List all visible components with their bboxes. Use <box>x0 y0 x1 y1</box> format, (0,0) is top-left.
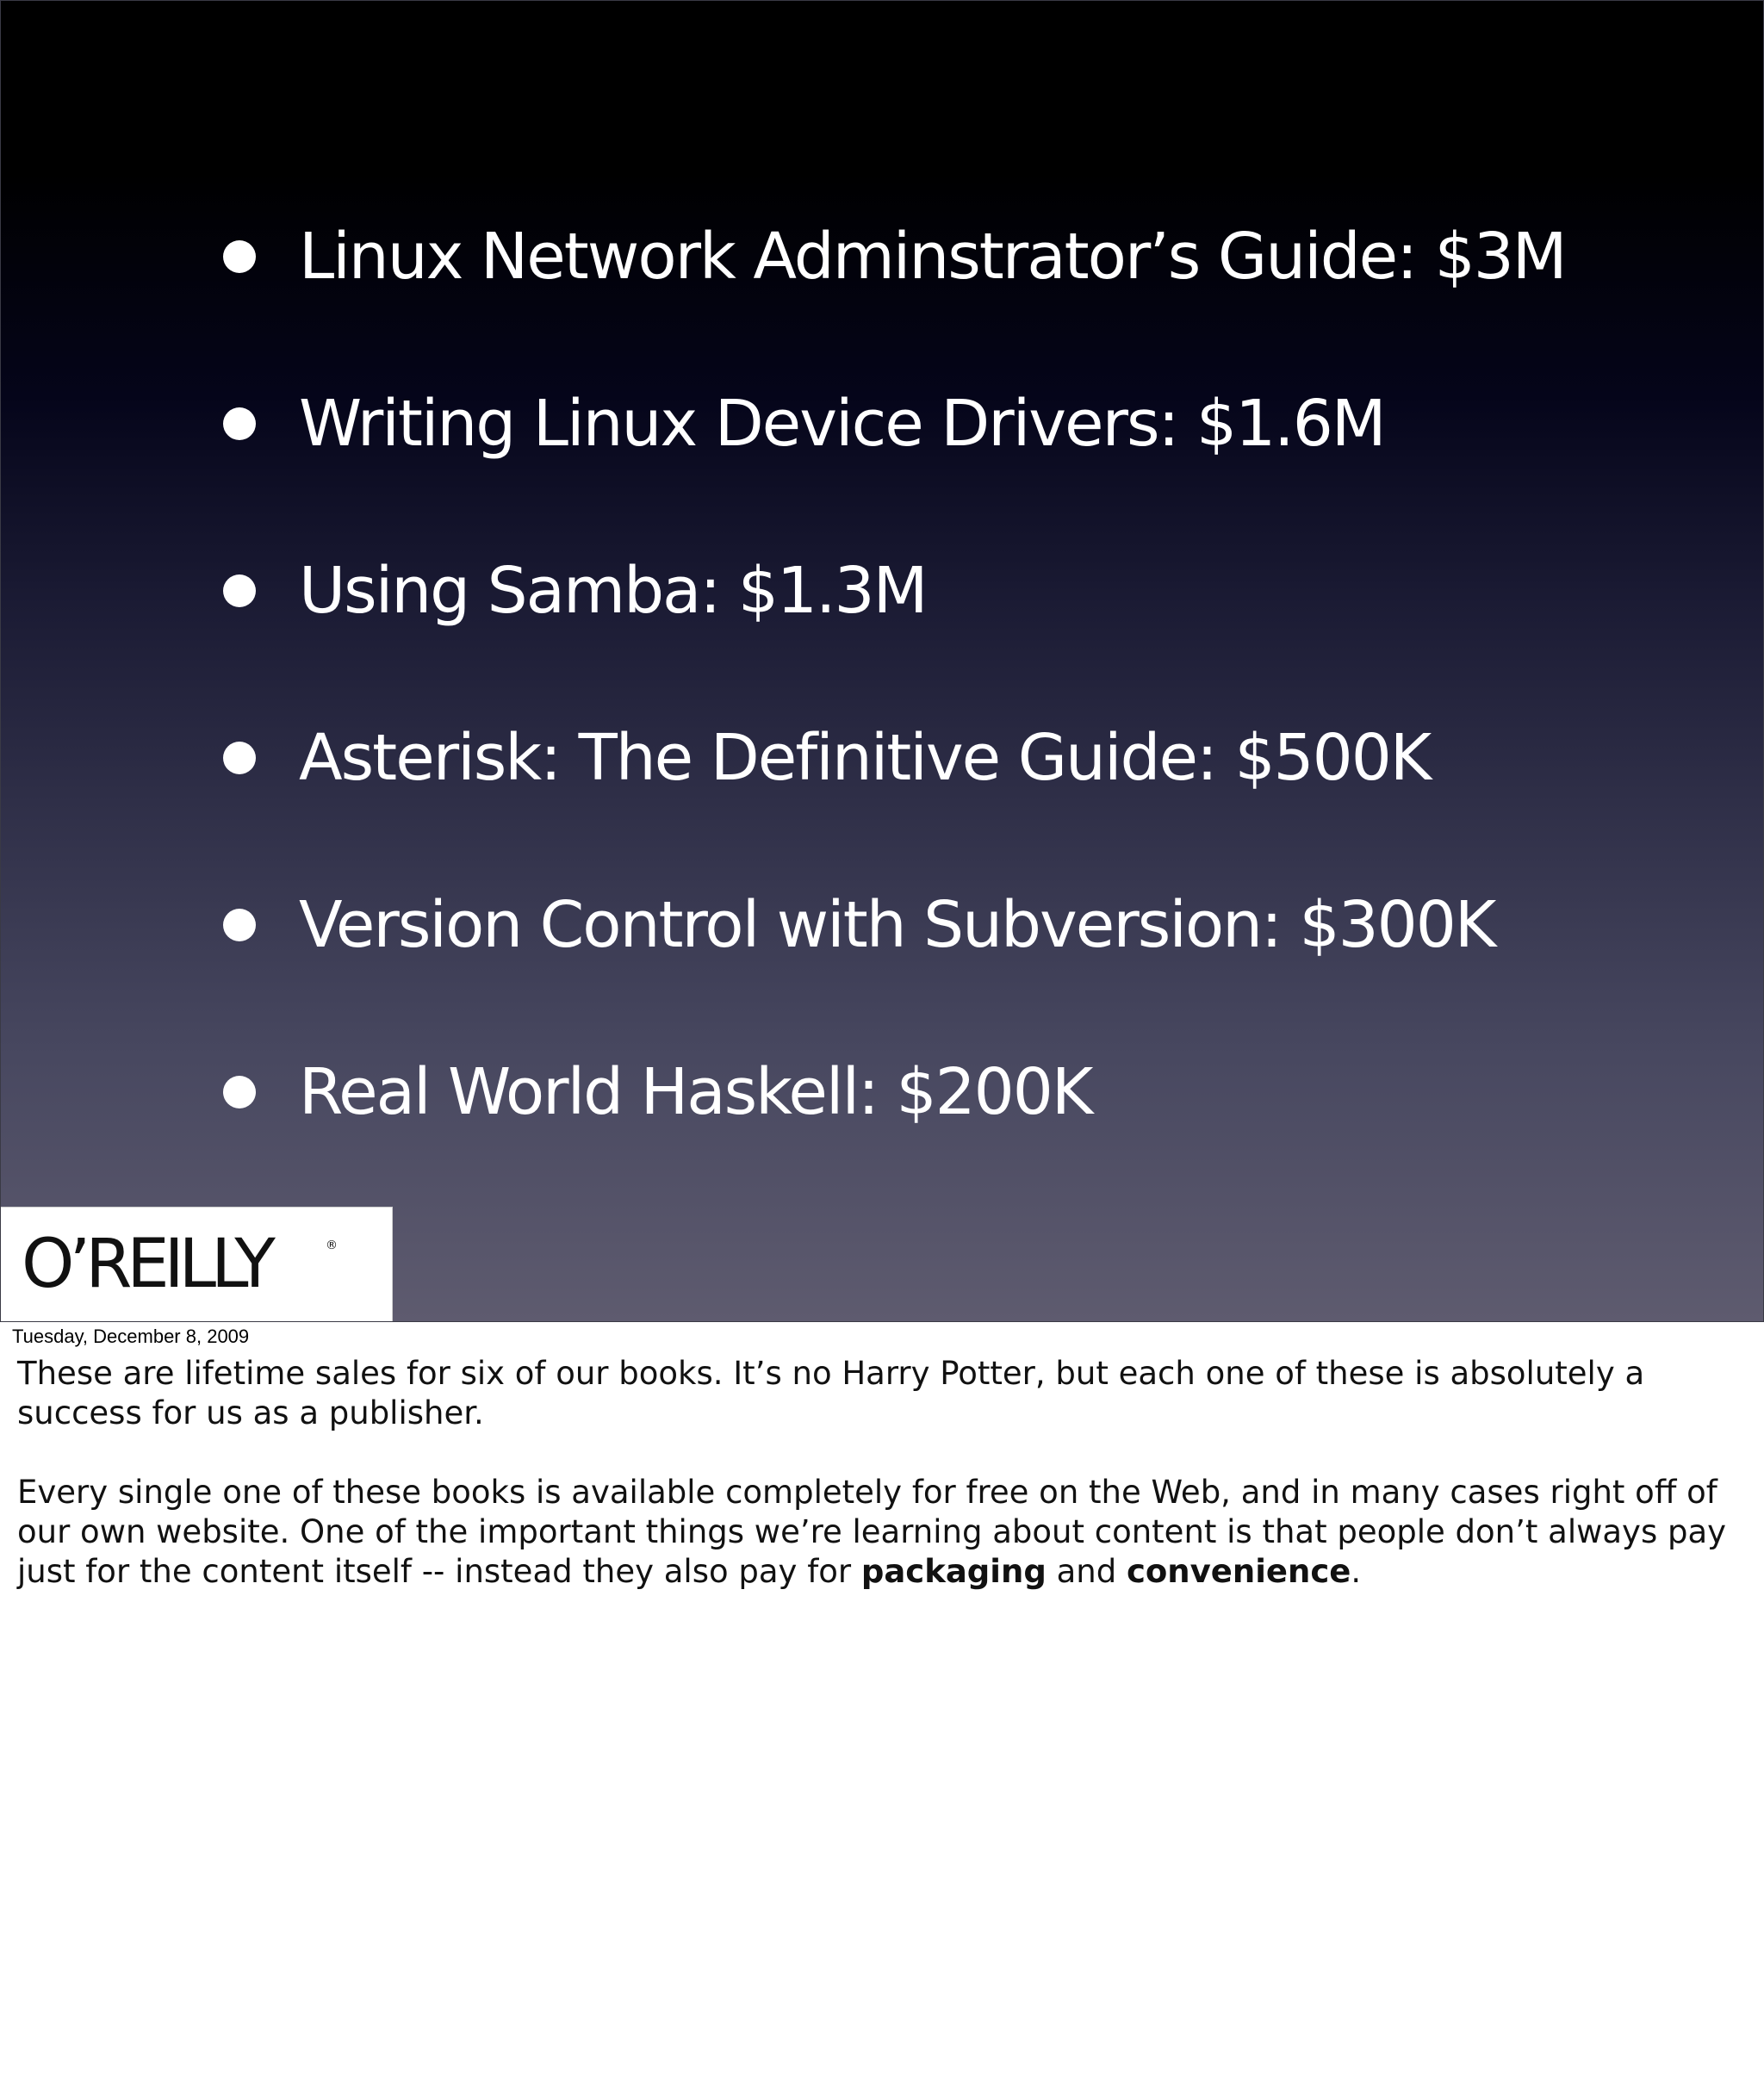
bullet-dot-icon <box>223 574 256 607</box>
notes-joiner: and <box>1046 1553 1127 1590</box>
slide-date: Tuesday, December 8, 2009 <box>12 1326 250 1347</box>
registered-mark: ® <box>326 1239 338 1252</box>
bullet-item <box>223 1052 1566 1219</box>
bullet-dot-icon <box>223 407 256 440</box>
bullet-item <box>223 550 1566 717</box>
bullet-dot-icon <box>223 909 256 941</box>
bullet-item <box>223 383 1566 550</box>
oreilly-logo <box>1 1207 393 1322</box>
bullet-text: Using Samba: $1.3M <box>299 554 927 628</box>
bullet-text: Writing Linux Device Drivers: $1.6M <box>299 387 1385 461</box>
logo-text: O’REILLY <box>22 1226 270 1303</box>
notes-paragraph-2 <box>17 1473 1748 1592</box>
bold-packaging: packaging <box>860 1553 1047 1590</box>
speaker-notes <box>17 1354 1748 1592</box>
bullet-dot-icon <box>223 742 256 774</box>
notes-paragraph-2-text: Every single one of these books is available completely for free on the Web, and in many cases right off of our own website. One of the important things we’re learning about content is that people don’t always pay just for the content itself -- instead they also pay for <box>17 1474 1727 1590</box>
bold-convenience: convenience <box>1126 1553 1351 1590</box>
bullet-dot-icon <box>223 240 256 273</box>
bullet-item <box>223 885 1566 1052</box>
bullet-text: Version Control with Subversion: $300K <box>299 888 1495 962</box>
bullet-text: Asterisk: The Definitive Guide: $500K <box>299 721 1431 795</box>
bullet-dot-icon <box>223 1076 256 1108</box>
bullet-text: Linux Network Adminstrator’s Guide: $3M <box>299 220 1566 294</box>
notes-period: . <box>1351 1553 1362 1590</box>
bullet-list <box>223 216 1566 1219</box>
notes-paragraph-1: These are lifetime sales for six of our books. It’s no Harry Potter, but each one of these is absolutely a success for us as a publisher. <box>17 1355 1645 1431</box>
bullet-text: Real World Haskell: $200K <box>299 1055 1092 1129</box>
bullet-item <box>223 717 1566 885</box>
bullet-item <box>223 216 1566 383</box>
